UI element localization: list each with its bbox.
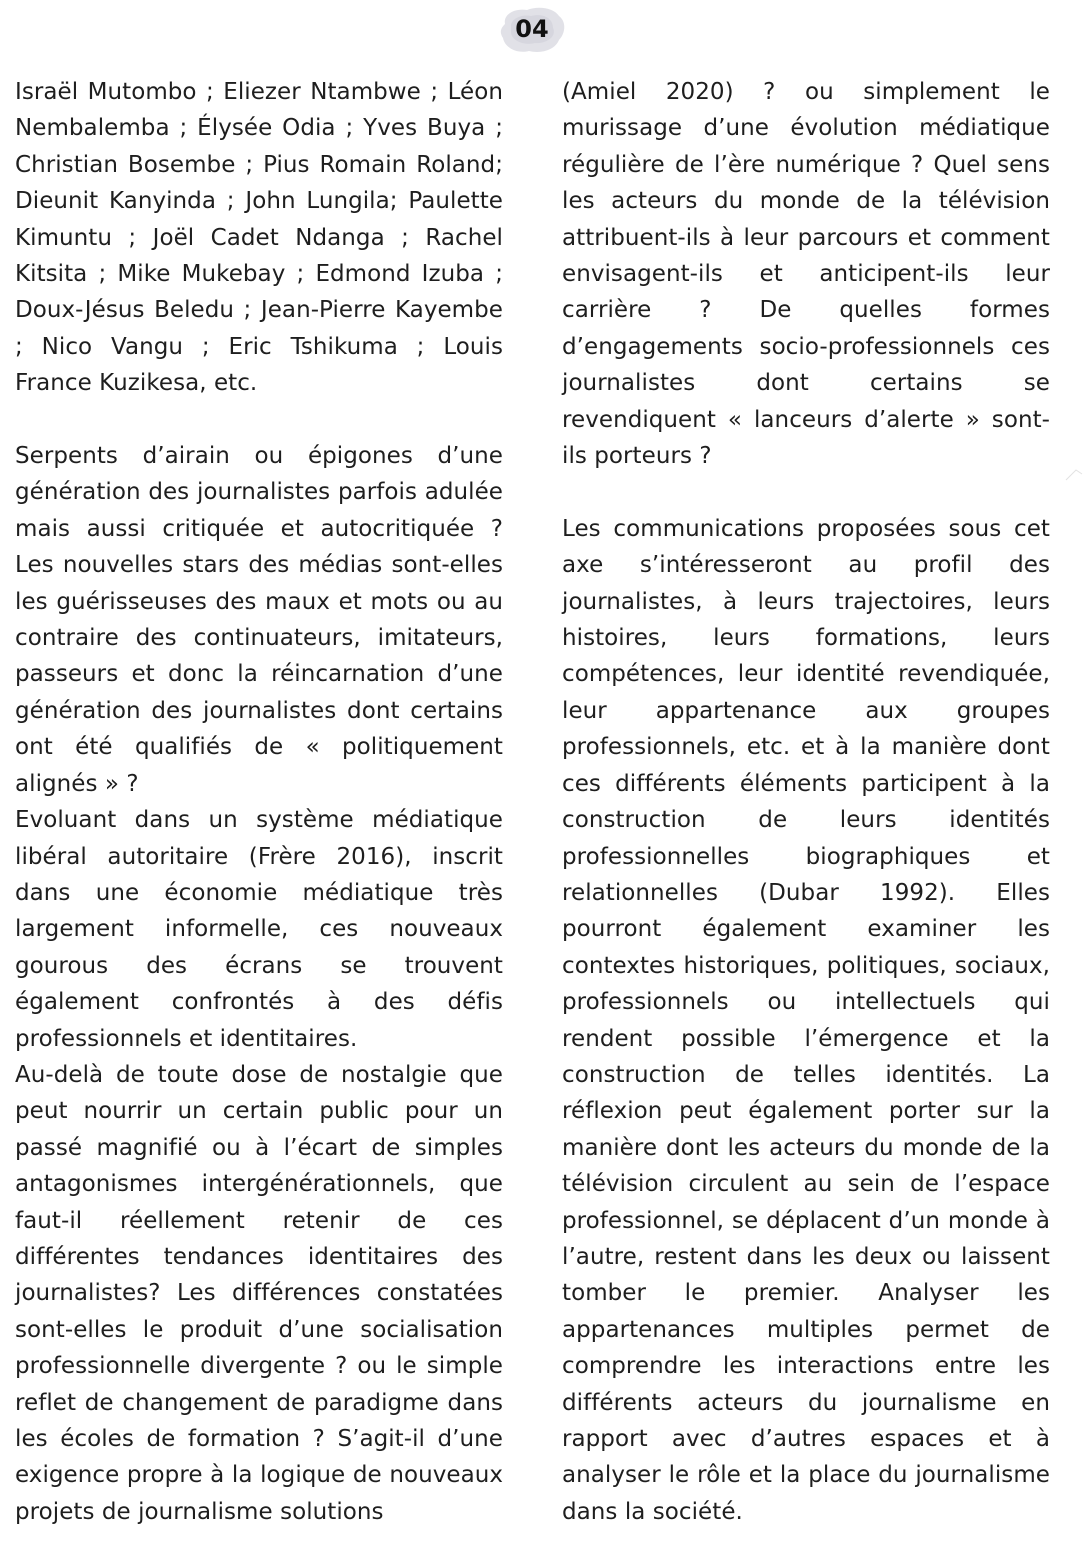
right-column <box>562 74 1050 1530</box>
paragraph-gap <box>15 402 503 438</box>
page-number: 04 <box>515 15 549 43</box>
communications-paragraph: Les communications proposées sous cet axe s’intéresseront au profil des journalistes, à leurs trajectoires, leurs histoires, leurs formations, leurs compétences, leur identité revendiquée, leur appartenance aux groupes professionnels, etc. et à la manière dont ces différents éléments participent à la construction de leurs identités professionnelles biographiques et relationnelles (Dubar 1992). Elles pourront également examiner les contextes historiques, politiques, sociaux, professionnels ou intellectuels qui rendent possible l’émergence et la construction de telles identités. La réflexion peut également porter sur la manière dont les acteurs du monde de la télévision circulent au sein de l’espace professionnel, se déplacent d’un monde à l’autre, restent dans les deux ou laissent tomber le premier. Analyser les appartenances multiples permet de comprendre les interactions entre les différents acteurs du journalisme en rapport avec d’autres espaces et à analyser le rôle et la place du journalisme dans la société. <box>562 515 1050 1525</box>
serpents-paragraph: Serpents d’airain ou épigones d’une génération des journalistes parfois adulée mais aussi critiquée et autocritiquée ? Les nouvelles stars des médias sont-elles les guérisseuses des maux et mots ou au contraire des continuateurs, imitateurs, passeurs et donc la réincarnation d’une génération des journalistes dont certains ont été qualifiés de « politiquement alignés » ? <box>15 443 503 797</box>
evoluant-paragraph: Evoluant dans un système médiatique libéral autoritaire (Frère 2016), inscrit dans une économie médiatique très largement informelle, ces nouveaux gourous des écrans se trouvent également confrontés à des défis professionnels et identitaires. <box>15 807 503 1052</box>
names-paragraph: Israël Mutombo ; Eliezer Ntambwe ; Léon Nembalemba ; Élysée Odia ; Yves Buya ; Christian Bosembe ; Pius Romain Roland; Dieunit Kanyinda ; John Lungila; Paulette Kimuntu ; Joël Cadet Ndanga ; Rachel Kitsita ; Mike Mukebay ; Edmond Izuba ; Doux-Jésus Beledu ; Jean-Pierre Kayembe ; Nico Vangu ; Eric Tshikuma ; Louis France Kuzikesa, etc. <box>15 79 503 397</box>
amiel-paragraph: (Amiel 2020) ? ou simplement le murissage d’une évolution médiatique régulière de l’ère numérique ? Quel sens les acteurs du monde de la télévision attribuent-ils à leur parcours et comment envisagent-ils et anticipent-ils leur carrière ? De quelles formes d’engagements socio-professionnels ces journalistes dont certains se revendiquent « lanceurs d’alerte » sont-ils porteurs ? <box>562 79 1050 470</box>
left-column <box>15 74 503 1530</box>
paragraph-gap <box>562 474 1050 510</box>
page-number-badge <box>497 4 567 56</box>
page-corner-mark <box>1064 464 1084 484</box>
audela-paragraph: Au-delà de toute dose de nostalgie que peut nourrir un certain public pour un passé magnifié ou à l’écart de simples antagonismes intergénérationnels, que faut-il réellement retenir de ces différentes tendances identitaires des journalistes? Les différences constatées sont-elles le produit d’une socialisation professionnelle divergente ? ou le simple reflet de changement de paradigme dans les écoles de formation ? S’agit-il d’une exigence propre à la logique de nouveaux projets de journalisme solutions <box>15 1061 503 1525</box>
